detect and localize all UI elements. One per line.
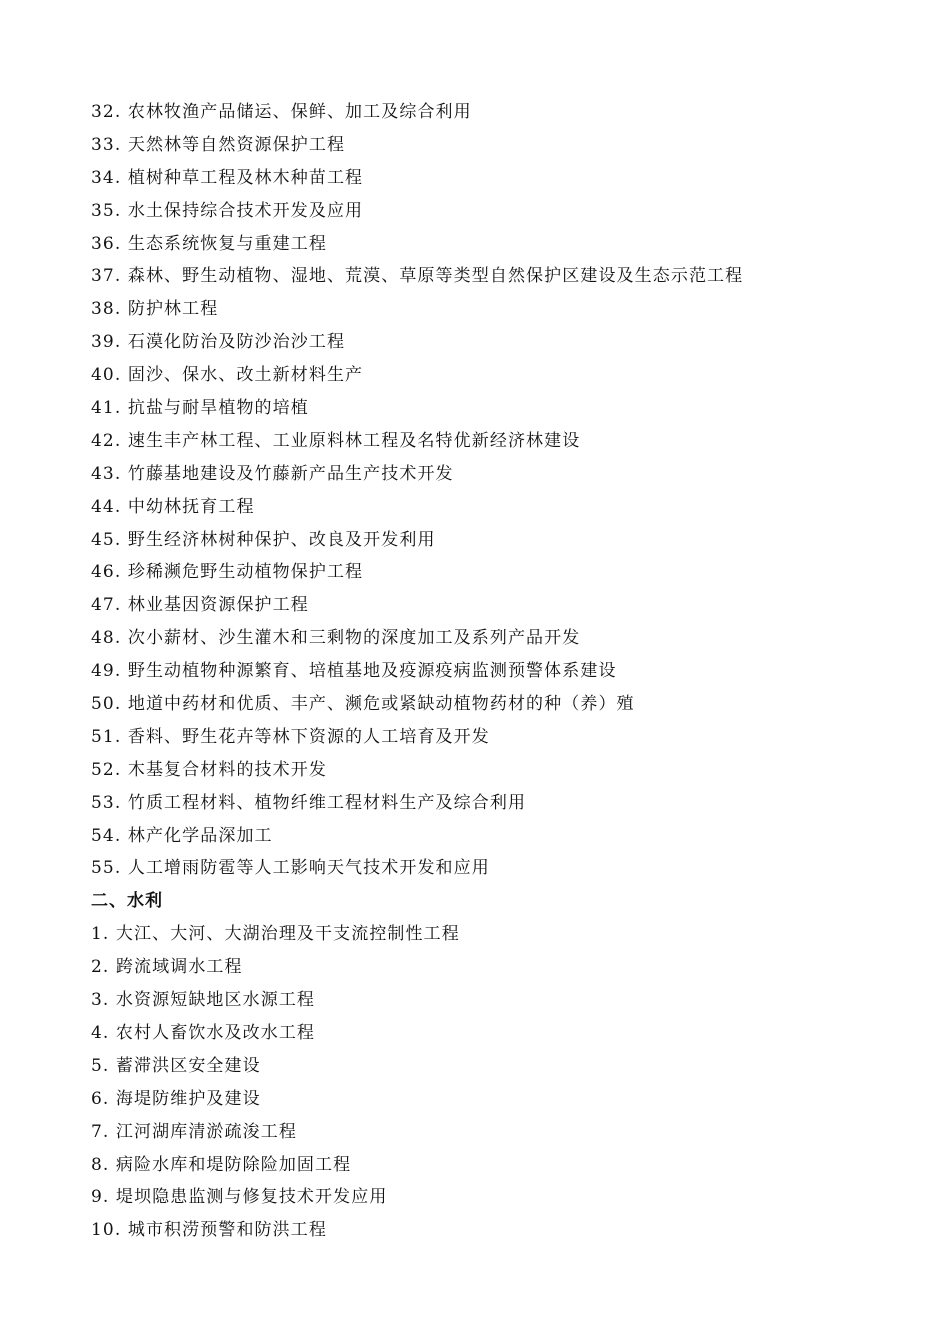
list-item: 41. 抗盐与耐旱植物的培植 <box>91 398 309 419</box>
list-item: 40. 固沙、保水、改土新材料生产 <box>91 365 364 386</box>
list-item: 53. 竹质工程材料、植物纤维工程材料生产及综合利用 <box>91 792 527 813</box>
list-item: 50. 地道中药材和优质、丰产、濒危或紧缺动植物药材的种（养）殖 <box>91 694 635 715</box>
list-item: 10. 城市积涝预警和防洪工程 <box>91 1220 327 1241</box>
list-item: 9. 堤坝隐患监测与修复技术开发应用 <box>91 1187 388 1208</box>
water-list <box>91 918 911 1247</box>
list-item: 47. 林业基因资源保护工程 <box>91 595 309 616</box>
list-item: 34. 植树种草工程及林木种苗工程 <box>91 167 364 188</box>
section-heading-water: 二、水利 <box>91 891 163 912</box>
list-item: 8. 病险水库和堤防除险加固工程 <box>91 1154 352 1175</box>
list-item: 38. 防护林工程 <box>91 299 219 320</box>
list-item: 36. 生态系统恢复与重建工程 <box>91 233 327 254</box>
list-item: 52. 木基复合材料的技术开发 <box>91 759 327 780</box>
list-item: 6. 海堤防维护及建设 <box>91 1088 261 1109</box>
list-item: 5. 蓄滞洪区安全建设 <box>91 1055 261 1076</box>
list-item: 51. 香料、野生花卉等林下资源的人工培育及开发 <box>91 726 490 747</box>
list-item: 32. 农林牧渔产品储运、保鲜、加工及综合利用 <box>91 102 472 122</box>
list-item: 44. 中幼林抚育工程 <box>91 496 255 517</box>
list-item: 39. 石漠化防治及防沙治沙工程 <box>91 332 346 353</box>
list-item: 48. 次小薪材、沙生灌木和三剩物的深度加工及系列产品开发 <box>91 628 581 649</box>
list-item: 3. 水资源短缺地区水源工程 <box>91 990 316 1011</box>
list-item: 37. 森林、野生动植物、湿地、荒漠、草原等类型自然保护区建设及生态示范工程 <box>91 266 744 287</box>
list-item: 42. 速生丰产林工程、工业原料林工程及名特优新经济林建设 <box>91 430 581 451</box>
list-item: 7. 江河湖库清淤疏浚工程 <box>91 1121 297 1142</box>
list-item: 4. 农村人畜饮水及改水工程 <box>91 1022 316 1043</box>
forestry-list <box>91 96 911 885</box>
list-item: 43. 竹藤基地建设及竹藤新产品生产技术开发 <box>91 463 454 484</box>
list-item: 46. 珍稀濒危野生动植物保护工程 <box>91 562 364 583</box>
list-item: 2. 跨流域调水工程 <box>91 957 243 978</box>
list-item: 49. 野生动植物种源繁育、培植基地及疫源疫病监测预警体系建设 <box>91 661 617 682</box>
list-item: 55. 人工增雨防雹等人工影响天气技术开发和应用 <box>91 858 490 879</box>
list-item: 45. 野生经济林树种保护、改良及开发利用 <box>91 529 436 550</box>
list-item: 54. 林产化学品深加工 <box>91 825 273 846</box>
list-item: 33. 天然林等自然资源保护工程 <box>91 134 346 155</box>
list-item: 1. 大江、大河、大湖治理及干支流控制性工程 <box>91 924 460 945</box>
document-page <box>91 96 911 1247</box>
list-item: 35. 水土保持综合技术开发及应用 <box>91 200 364 221</box>
